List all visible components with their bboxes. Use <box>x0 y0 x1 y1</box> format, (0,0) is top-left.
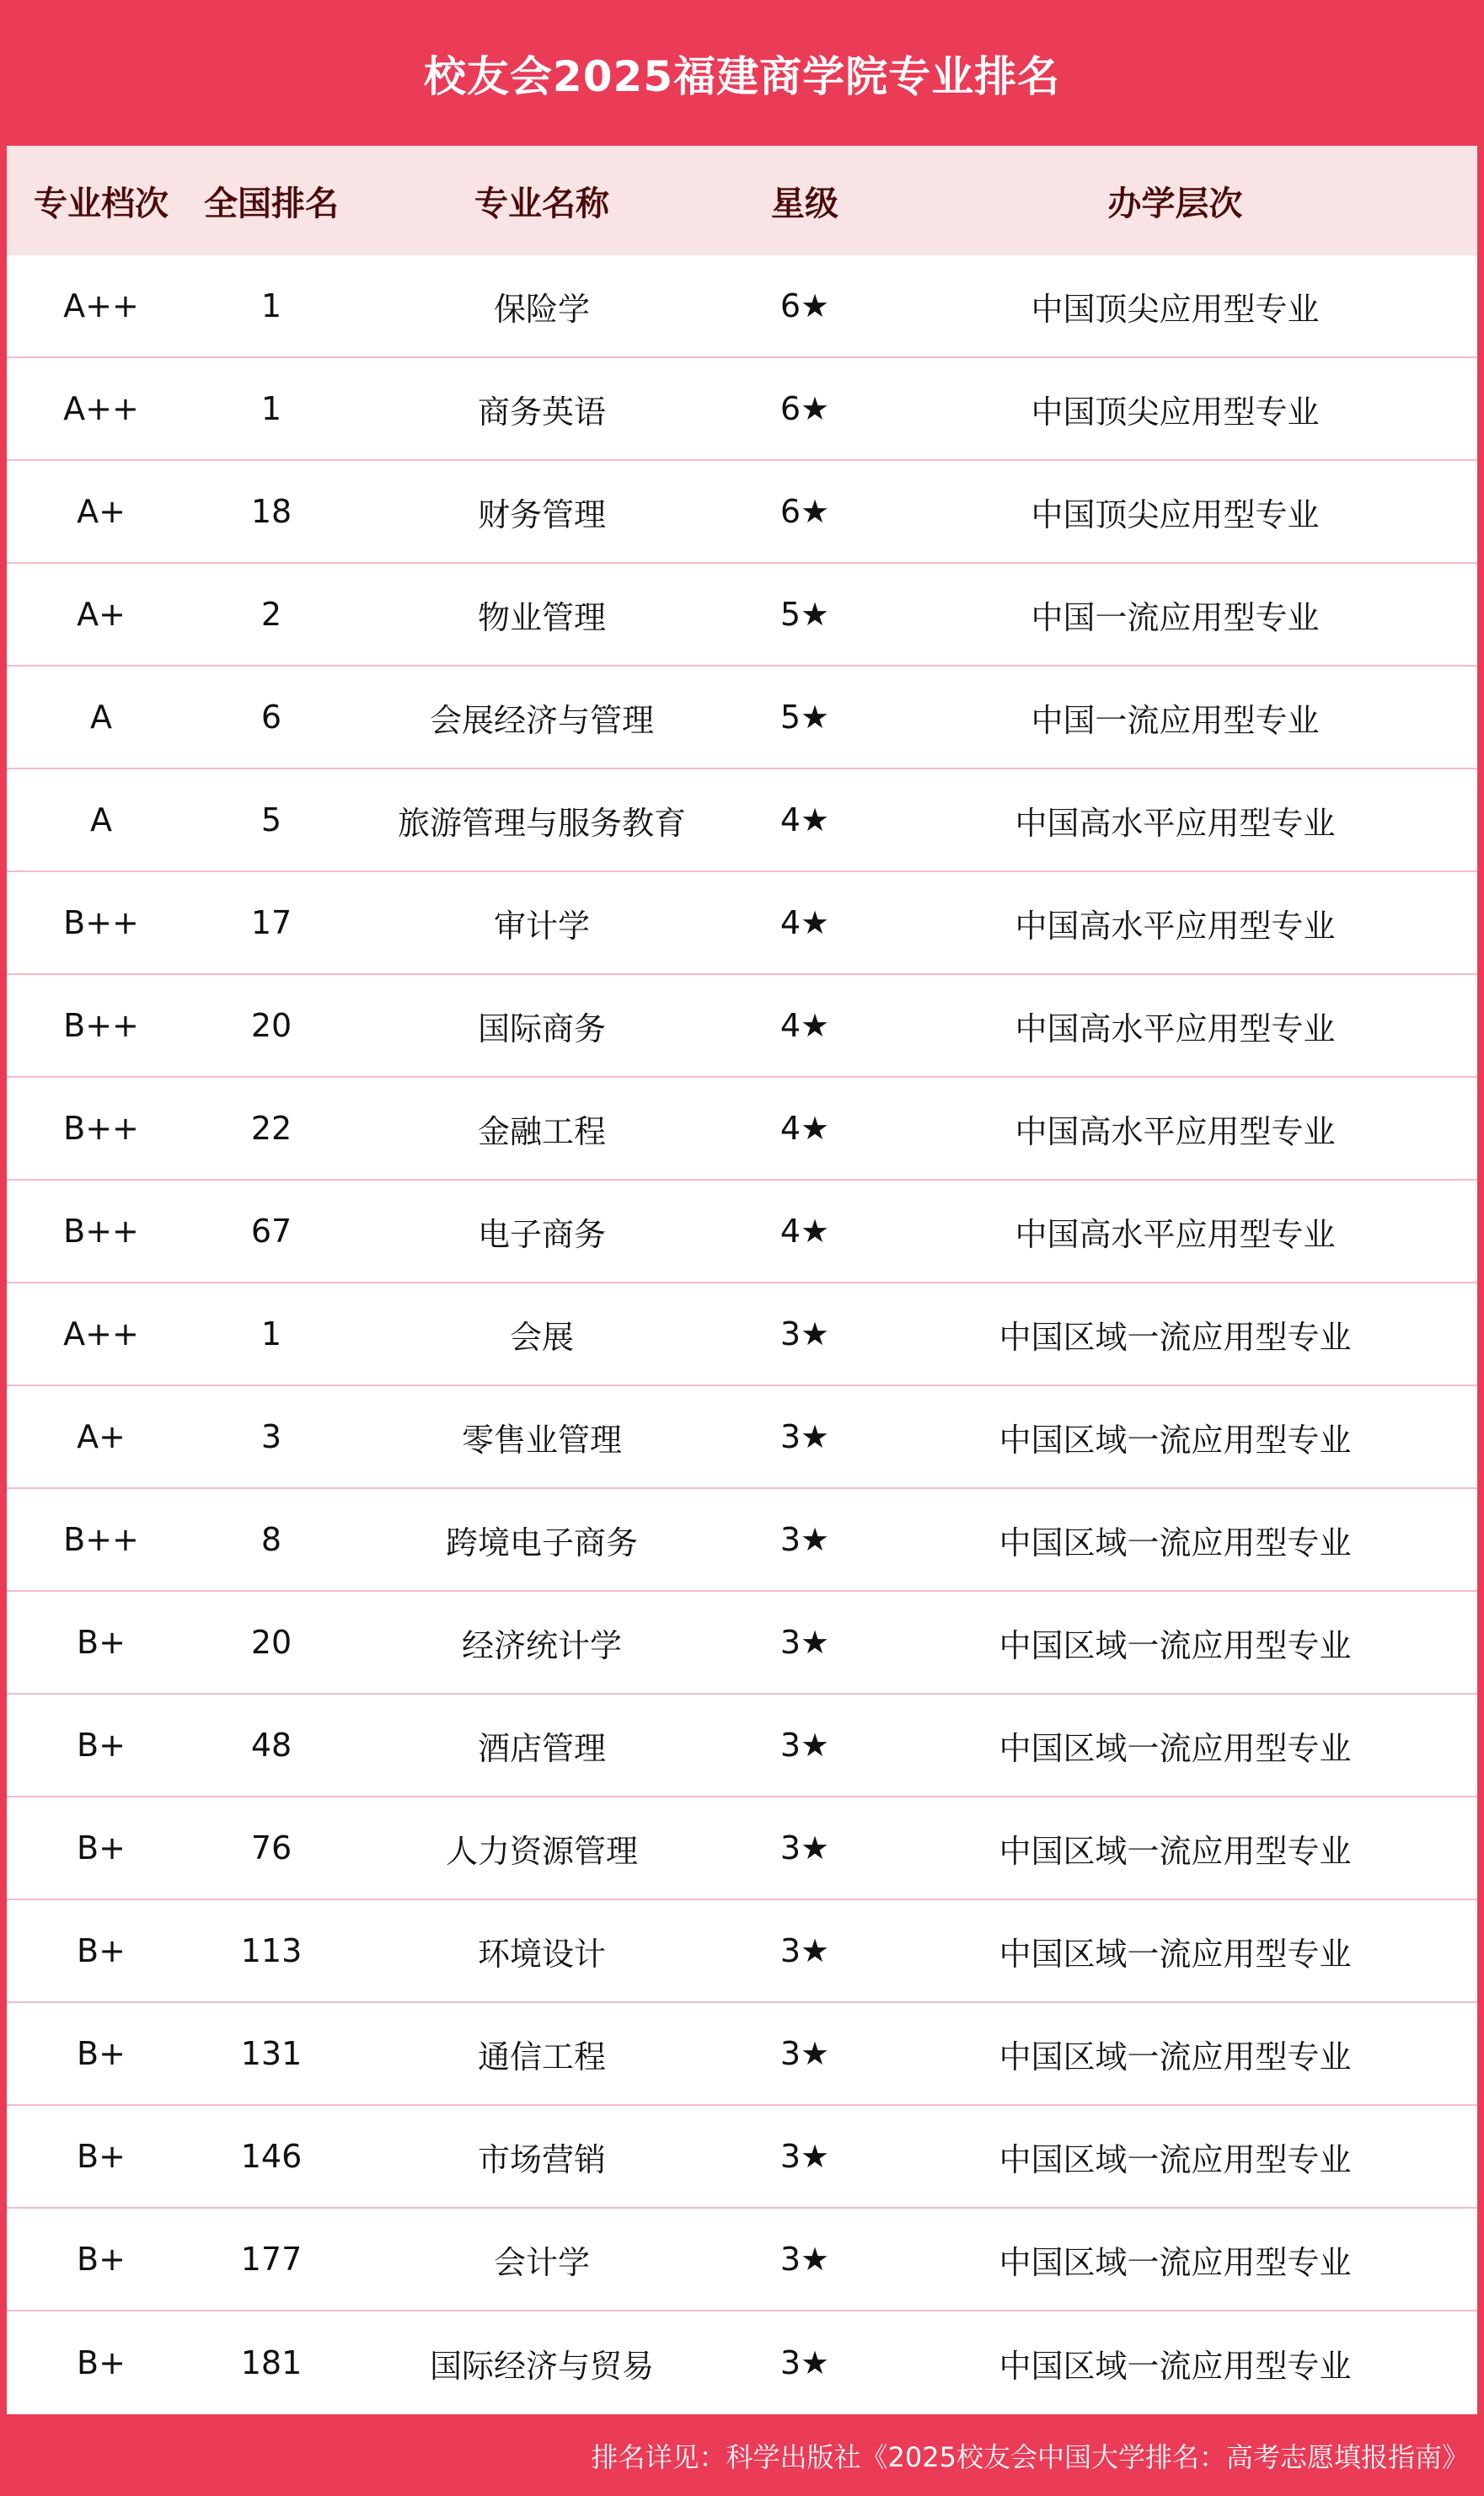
cell-rank: 8 <box>260 1521 282 1558</box>
table-row <box>7 2003 1477 2106</box>
table-row <box>7 667 1477 769</box>
cell-level: 中国高水平应用型专业 <box>1015 804 1336 842</box>
cell-rank: 113 <box>240 1932 303 1969</box>
cell-rank: 48 <box>250 1727 292 1764</box>
cell-rank: 1 <box>260 1315 282 1352</box>
cell-stars: 3★ <box>780 2241 830 2278</box>
cell-rank: 17 <box>250 904 292 941</box>
cell-grade: A++ <box>63 1315 139 1352</box>
table-row <box>7 1695 1477 1797</box>
cell-grade: B+ <box>77 2241 126 2278</box>
cell-rank: 5 <box>260 801 282 838</box>
cell-stars: 4★ <box>780 1007 830 1044</box>
cell-stars: 6★ <box>780 390 830 427</box>
table-row <box>7 2311 1477 2414</box>
table-row <box>7 1283 1477 1386</box>
cell-stars: 4★ <box>780 1110 830 1147</box>
cell-level: 中国区域一流应用型专业 <box>999 1524 1352 1561</box>
cell-grade: B++ <box>63 1110 139 1147</box>
cell-level: 中国区域一流应用型专业 <box>999 1832 1352 1870</box>
cell-level: 中国一流应用型专业 <box>1031 598 1320 636</box>
table-row <box>7 255 1477 358</box>
cell-stars: 3★ <box>780 2138 830 2175</box>
cell-major: 会展 <box>509 1318 574 1356</box>
cell-level: 中国区域一流应用型专业 <box>999 1626 1352 1664</box>
table-row <box>7 461 1477 564</box>
column-header-major: 专业名称 <box>474 184 609 223</box>
table-row <box>7 2209 1477 2311</box>
cell-stars: 4★ <box>780 904 830 941</box>
cell-rank: 146 <box>240 2138 303 2175</box>
cell-grade: A++ <box>63 390 139 427</box>
cell-major: 旅游管理与服务教育 <box>397 804 686 842</box>
cell-grade: B+ <box>77 1829 126 1867</box>
cell-level: 中国区域一流应用型专业 <box>999 2347 1352 2385</box>
cell-level: 中国区域一流应用型专业 <box>999 1729 1352 1767</box>
cell-stars: 4★ <box>780 1213 830 1250</box>
cell-level: 中国区域一流应用型专业 <box>999 2038 1352 2076</box>
cell-level: 中国高水平应用型专业 <box>1015 907 1336 945</box>
cell-stars: 3★ <box>780 1315 830 1352</box>
cell-rank: 76 <box>250 1829 292 1867</box>
cell-rank: 131 <box>240 2035 303 2072</box>
cell-level: 中国区域一流应用型专业 <box>999 2243 1352 2281</box>
source-note: 排名详见：科学出版社《2025校友会中国大学排名：高考志愿填报指南》 <box>591 2441 1469 2473</box>
cell-grade: B++ <box>63 904 139 941</box>
table-header <box>7 146 1477 255</box>
cell-stars: 3★ <box>780 2035 830 2072</box>
cell-grade: B+ <box>77 1624 126 1661</box>
cell-rank: 18 <box>250 493 292 530</box>
cell-level: 中国顶尖应用型专业 <box>1031 495 1320 533</box>
cell-grade: A++ <box>63 287 139 324</box>
table-row <box>7 872 1477 975</box>
cell-grade: A+ <box>77 596 126 633</box>
column-header-rank: 全国排名 <box>204 184 339 223</box>
cell-major: 市场营销 <box>477 2140 606 2178</box>
cell-level: 中国区域一流应用型专业 <box>999 1318 1352 1356</box>
cell-major: 财务管理 <box>477 495 606 533</box>
page-title: 校友会2025福建商学院专业排名 <box>423 51 1061 101</box>
cell-rank: 6 <box>260 699 282 736</box>
cell-grade: B+ <box>77 2035 126 2072</box>
cell-major: 酒店管理 <box>477 1729 606 1767</box>
table-row <box>7 358 1477 461</box>
table-row <box>7 1386 1477 1489</box>
cell-level: 中国顶尖应用型专业 <box>1031 290 1320 328</box>
cell-grade: B+ <box>77 2138 126 2175</box>
table-row <box>7 1797 1477 1900</box>
cell-rank: 2 <box>260 596 282 633</box>
cell-rank: 20 <box>250 1007 292 1044</box>
cell-stars: 3★ <box>780 1521 830 1558</box>
column-header-stars: 星级 <box>771 184 838 223</box>
cell-stars: 3★ <box>780 1624 830 1661</box>
cell-level: 中国顶尖应用型专业 <box>1031 393 1320 431</box>
cell-major: 物业管理 <box>477 598 606 636</box>
cell-stars: 6★ <box>780 287 830 324</box>
cell-major: 人力资源管理 <box>445 1832 638 1870</box>
cell-level: 中国区域一流应用型专业 <box>999 1935 1352 1973</box>
cell-major: 商务英语 <box>477 393 606 431</box>
cell-stars: 3★ <box>780 1418 830 1455</box>
cell-level: 中国区域一流应用型专业 <box>999 1421 1352 1459</box>
table-row <box>7 769 1477 872</box>
cell-grade: A+ <box>77 493 126 530</box>
cell-level: 中国高水平应用型专业 <box>1015 1215 1336 1253</box>
cell-major: 经济统计学 <box>461 1626 622 1664</box>
table-row <box>7 1078 1477 1181</box>
cell-major: 金融工程 <box>477 1112 606 1150</box>
table-row <box>7 1900 1477 2003</box>
cell-rank: 22 <box>250 1110 292 1147</box>
cell-stars: 4★ <box>780 801 830 838</box>
cell-grade: A <box>90 699 112 736</box>
cell-stars: 3★ <box>780 1727 830 1764</box>
cell-rank: 177 <box>240 2241 303 2278</box>
cell-major: 跨境电子商务 <box>445 1524 638 1561</box>
cell-major: 审计学 <box>493 907 590 945</box>
ranking-table <box>7 146 1477 2414</box>
cell-major: 会计学 <box>493 2243 590 2281</box>
table-row <box>7 1181 1477 1283</box>
cell-rank: 3 <box>260 1418 282 1455</box>
cell-major: 国际商务 <box>477 1010 606 1047</box>
cell-stars: 3★ <box>780 1829 830 1867</box>
column-header-level: 办学层次 <box>1107 184 1243 223</box>
cell-level: 中国高水平应用型专业 <box>1015 1010 1336 1047</box>
cell-rank: 181 <box>240 2344 303 2381</box>
table-row <box>7 1592 1477 1695</box>
table-row <box>7 975 1477 1078</box>
cell-grade: B+ <box>77 1932 126 1969</box>
cell-major: 通信工程 <box>477 2038 606 2076</box>
cell-grade: B++ <box>63 1213 139 1250</box>
table-body <box>7 255 1477 2414</box>
cell-stars: 6★ <box>780 493 830 530</box>
cell-grade: B+ <box>77 1727 126 1764</box>
cell-major: 会展经济与管理 <box>429 701 654 739</box>
cell-major: 零售业管理 <box>461 1421 622 1459</box>
cell-rank: 67 <box>250 1213 292 1250</box>
cell-rank: 20 <box>250 1624 292 1661</box>
cell-grade: A+ <box>77 1418 126 1455</box>
cell-major: 环境设计 <box>477 1935 606 1973</box>
source-footer <box>0 2415 1484 2496</box>
cell-level: 中国一流应用型专业 <box>1031 701 1320 739</box>
cell-stars: 3★ <box>780 1932 830 1969</box>
cell-stars: 3★ <box>780 2344 830 2381</box>
cell-stars: 5★ <box>780 699 830 736</box>
cell-grade: B+ <box>77 2344 126 2381</box>
column-header-grade: 专业档次 <box>34 184 169 223</box>
cell-major: 保险学 <box>493 290 590 328</box>
cell-grade: A <box>90 801 112 838</box>
table-row <box>7 564 1477 667</box>
cell-grade: B++ <box>63 1521 139 1558</box>
table-row <box>7 1489 1477 1592</box>
cell-major: 国际经济与贸易 <box>429 2347 654 2385</box>
cell-major: 电子商务 <box>477 1215 606 1253</box>
cell-level: 中国高水平应用型专业 <box>1015 1112 1336 1150</box>
cell-stars: 5★ <box>780 596 830 633</box>
cell-rank: 1 <box>260 390 282 427</box>
table-row <box>7 2106 1477 2209</box>
cell-rank: 1 <box>260 287 282 324</box>
cell-level: 中国区域一流应用型专业 <box>999 2140 1352 2178</box>
cell-grade: B++ <box>63 1007 139 1044</box>
